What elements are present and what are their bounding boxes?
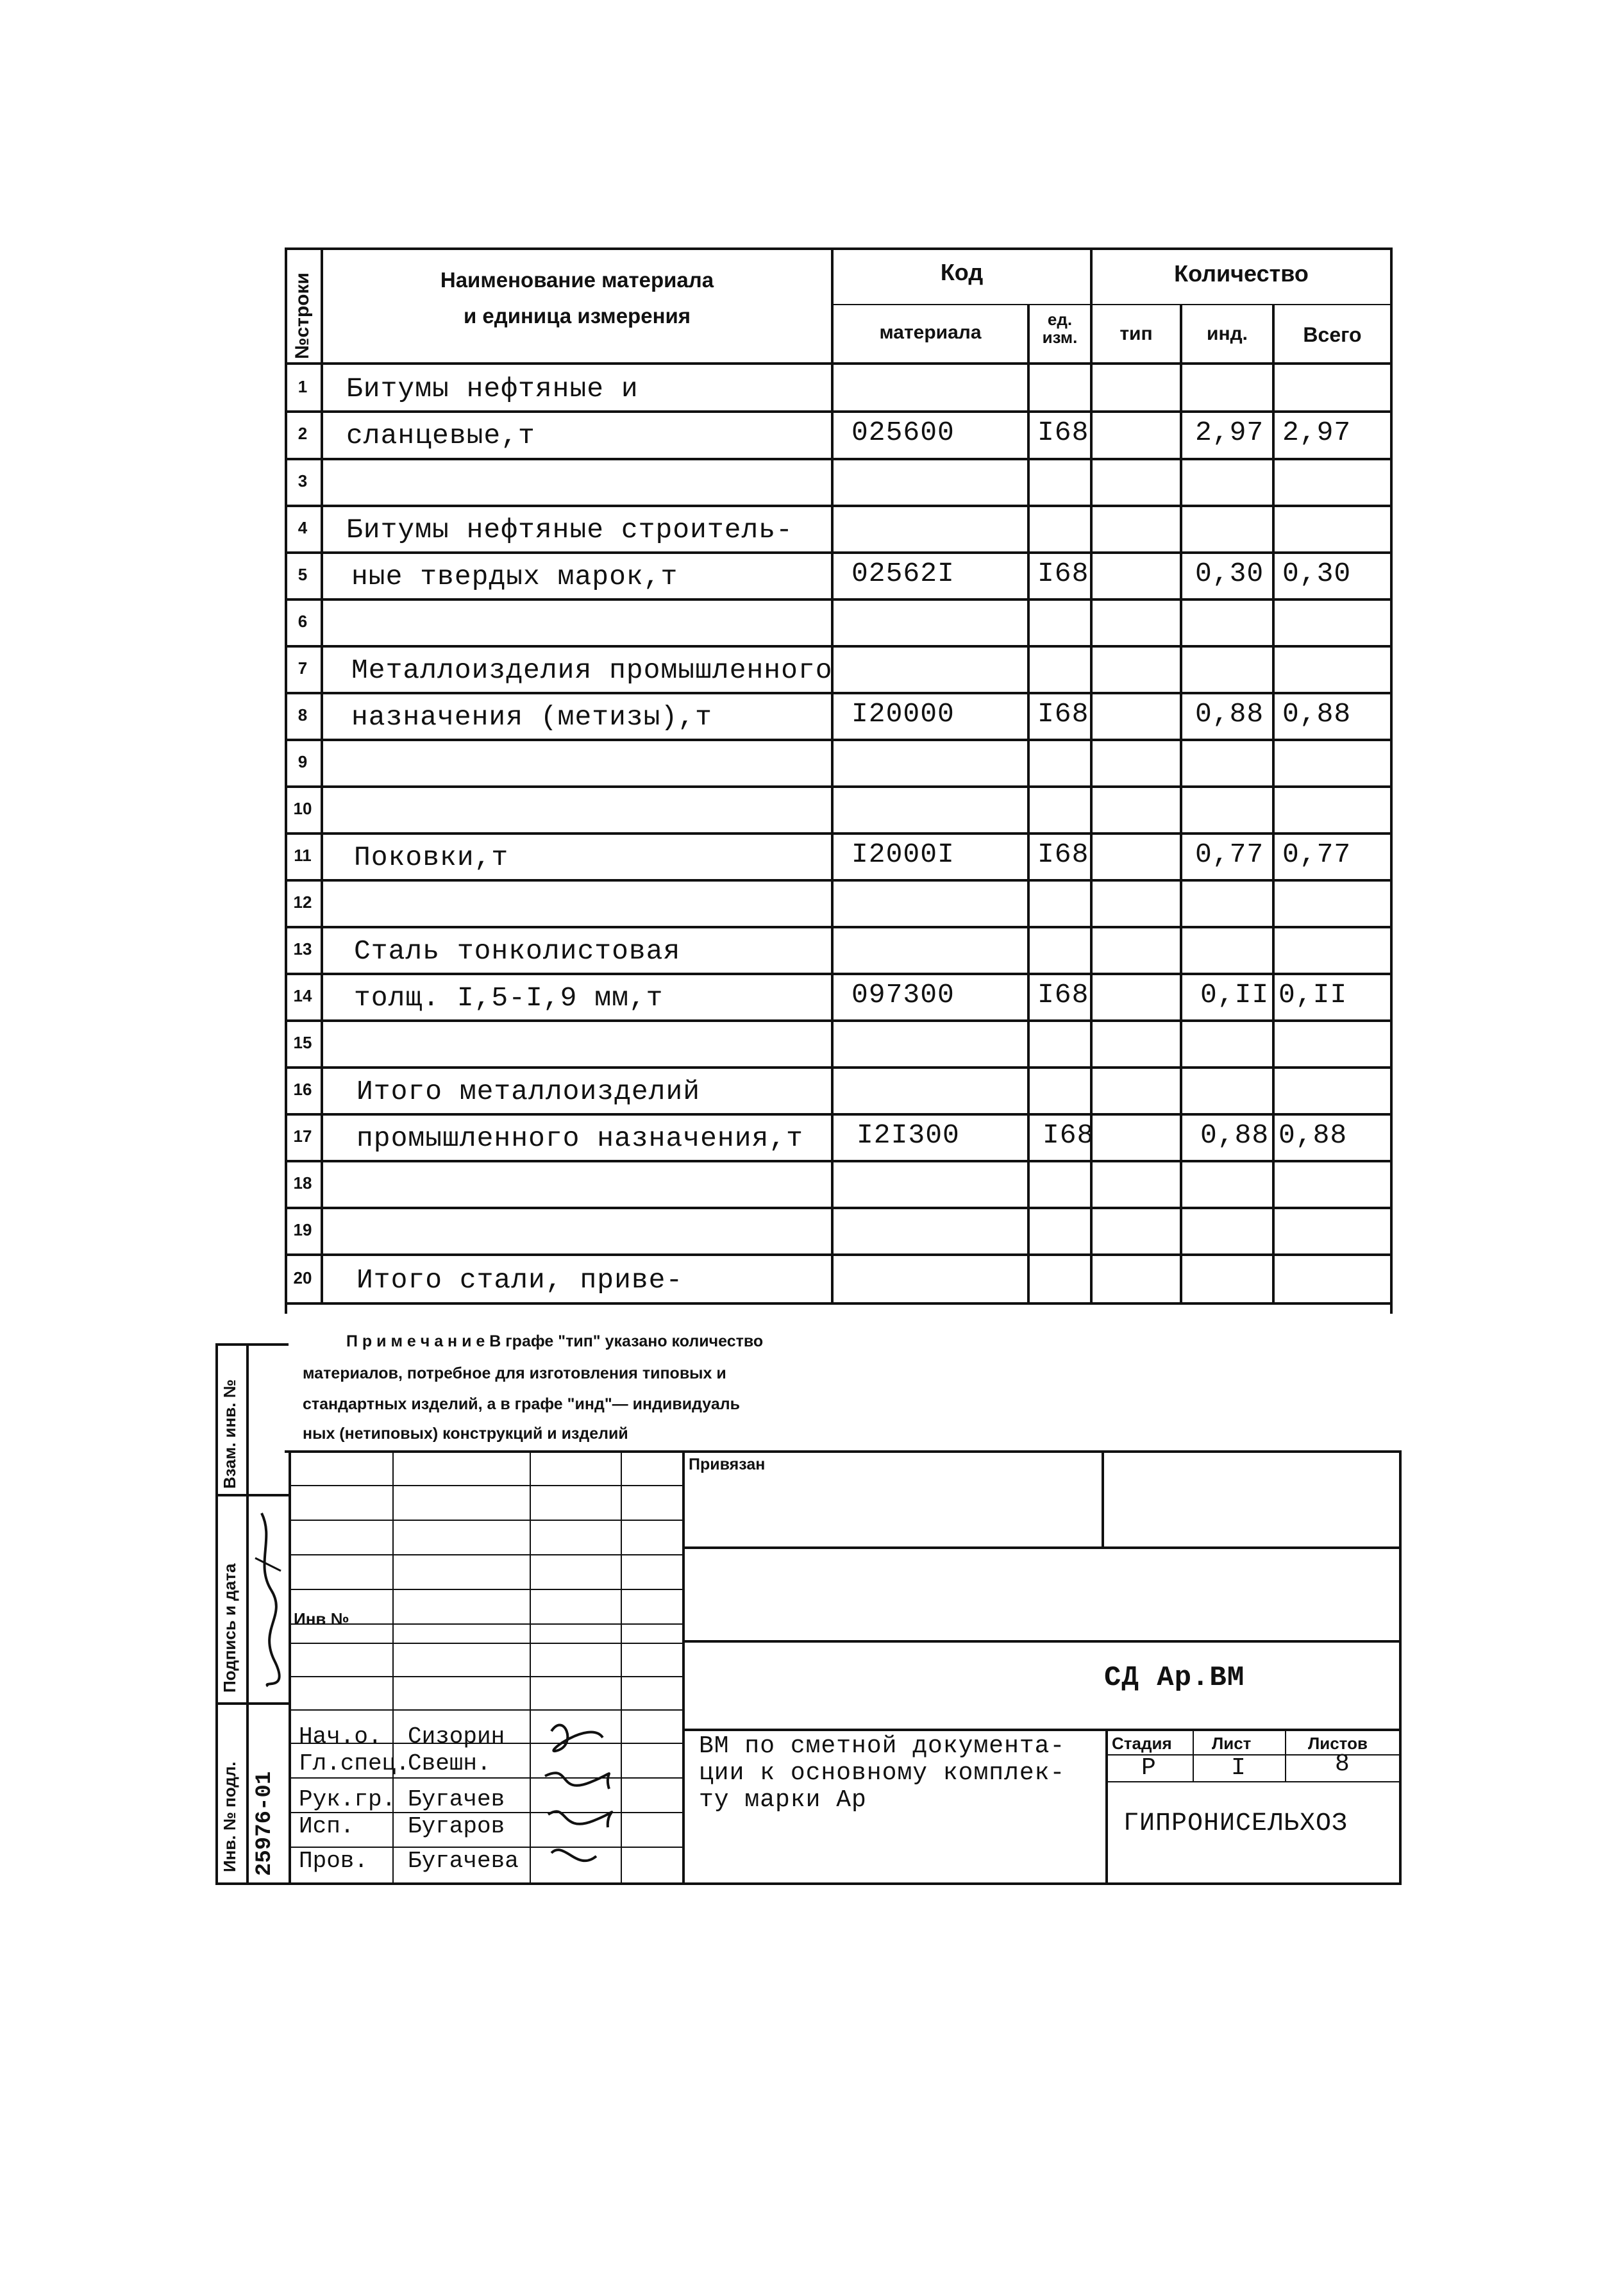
qty-total: 0,77 [1282, 839, 1352, 870]
col-divider-ind [1272, 304, 1275, 1305]
row-number: 11 [294, 846, 312, 865]
header-code-material: материала [879, 322, 982, 343]
unit-code: I68 [1037, 417, 1089, 448]
qty-ind: 0,77 [1195, 839, 1264, 870]
role-label: Рук.гр. [299, 1786, 396, 1813]
header-qty-type: тип [1119, 323, 1153, 344]
row-number: 4 [298, 518, 308, 537]
row-line [285, 645, 1393, 648]
header-qty-ind: инд. [1207, 323, 1248, 344]
title-line [1105, 1729, 1108, 1884]
material-name: Битумы нефтяные и [346, 373, 639, 405]
row-line [285, 551, 1393, 554]
row-number: 1 [298, 377, 308, 396]
sig-row-line [289, 1589, 683, 1590]
doc-description-line1: ВМ по сметной документа- [699, 1732, 1066, 1760]
material-name: сланцевые,т [346, 420, 535, 451]
sheets-label: Листов [1308, 1734, 1368, 1753]
material-name: ные твердых марок,т [351, 561, 678, 592]
material-code: I2000I [851, 839, 955, 870]
col-divider-rowno [321, 247, 323, 1305]
sheet-value: I [1231, 1754, 1246, 1782]
role-label: Пров. [299, 1848, 369, 1874]
note-line: П р и м е ч а н и е В графе "тип" указано количество [346, 1332, 764, 1350]
title-right-border [1399, 1450, 1402, 1885]
row-number: 10 [293, 799, 312, 818]
sig-row-line [289, 1554, 683, 1555]
row-number: 7 [298, 658, 308, 678]
person-name: Бугачева [408, 1848, 519, 1874]
header-code: Код [940, 259, 984, 285]
qty-total: 2,97 [1282, 417, 1352, 448]
row-number: 18 [293, 1173, 312, 1193]
header-row-number: №строки [292, 272, 313, 359]
row-number: 5 [298, 565, 308, 584]
header-split-line [831, 304, 1390, 305]
material-code: I2I300 [857, 1119, 960, 1151]
note-line: материалов, потребное для изготовления типовых и [303, 1364, 726, 1382]
header-bottom-line [285, 362, 1393, 365]
person-name: Бугачев [408, 1786, 505, 1813]
qty-ind: 0,88 [1200, 1119, 1270, 1151]
inv-podl-label: Инв. № подл. [220, 1761, 239, 1872]
material-name: Итого стали, приве- [356, 1264, 683, 1296]
row-line [285, 598, 1393, 601]
stage-label: Стадия [1112, 1734, 1172, 1753]
material-name: Итого металлоизделий [356, 1076, 701, 1107]
title-top-line [285, 1450, 1402, 1453]
material-code: 02562I [851, 558, 955, 589]
sheets-value: 8 [1335, 1750, 1350, 1778]
role-label: Гл.спец. [299, 1750, 410, 1777]
row-line [285, 1207, 1393, 1209]
vzam-inv-label: Взам. инв. № [220, 1379, 239, 1489]
row-number: 13 [293, 939, 312, 959]
unit-code: I68 [1043, 1119, 1094, 1151]
handwritten-inv-number: 25976-01 [253, 1771, 277, 1876]
row-line [285, 832, 1393, 835]
row-number: 12 [293, 892, 312, 912]
row-line [285, 1019, 1393, 1022]
row-number: 19 [293, 1220, 312, 1239]
doc-description-line3: ту марки Ар [699, 1786, 867, 1814]
row-line [285, 505, 1393, 507]
role-label: Нач.о. [299, 1723, 382, 1750]
row-line [285, 458, 1393, 460]
row-line [285, 1066, 1393, 1069]
row-line [285, 926, 1393, 928]
table-bottom-line [285, 1302, 1393, 1305]
note-line: стандартных изделий, а в графе "инд"— индивидуаль [303, 1395, 740, 1413]
col-divider-code [1027, 304, 1030, 1305]
stage-value: Р [1141, 1754, 1157, 1782]
side-stamp-line [215, 1494, 289, 1496]
row-line [285, 739, 1393, 741]
note-line: ных (нетиповых) конструкций и изделий [303, 1425, 628, 1443]
date-signature-scribble [249, 1500, 287, 1693]
unit-code: I68 [1037, 698, 1089, 730]
header-name-line2: и единица измерения [463, 304, 691, 328]
role-label: Исп. [299, 1813, 355, 1839]
row-line [285, 879, 1393, 882]
row-line [285, 1160, 1393, 1162]
sig-col-line [392, 1450, 394, 1884]
title-line [682, 1729, 1400, 1731]
person-name: Свешн. [408, 1750, 491, 1777]
document-code: СД Ар.ВМ [1104, 1662, 1245, 1694]
person-name: Бугаров [408, 1813, 505, 1839]
qty-ind: 0,II [1200, 979, 1270, 1010]
material-name: Сталь тонколистовая [354, 935, 681, 967]
col-divider-name [831, 247, 834, 1305]
privyazan-label: Привязан [689, 1455, 766, 1473]
row-number: 16 [293, 1080, 312, 1099]
unit-code: I68 [1037, 839, 1089, 870]
sig-row-line [289, 1777, 683, 1779]
table-top-border [285, 247, 1393, 250]
row-number: 14 [293, 986, 312, 1005]
qty-ind: 2,97 [1195, 417, 1264, 448]
material-code: 025600 [851, 417, 955, 448]
header-code-unit: ед. изм. [1042, 310, 1078, 347]
material-name: Битумы нефтяные строитель- [346, 514, 793, 546]
row-number: 9 [298, 752, 308, 771]
row-number: 17 [293, 1127, 312, 1146]
header-name-line1: Наименование материала [440, 268, 714, 292]
person-name: Сизорин [408, 1723, 505, 1750]
qty-total: 0,II [1278, 979, 1348, 1010]
unit-code: I68 [1037, 979, 1089, 1010]
row-line [285, 1253, 1393, 1256]
qty-ind: 0,88 [1195, 698, 1264, 730]
row-line [285, 1113, 1393, 1116]
organization-name: ГИПРОНИСЕЛЬХОЗ [1123, 1809, 1348, 1838]
title-line [1193, 1729, 1194, 1782]
doc-description-line2: ции к основному комплек- [699, 1759, 1066, 1787]
col-divider-type [1180, 304, 1182, 1305]
title-line [1285, 1729, 1286, 1782]
title-left-border [289, 1450, 291, 1885]
sheet-label: Лист [1212, 1734, 1252, 1753]
material-code: I20000 [851, 698, 955, 730]
sig-col-line [621, 1450, 622, 1884]
row-number: 6 [298, 612, 308, 631]
sig-row-line [289, 1520, 683, 1521]
header-quantity: Количество [1174, 260, 1309, 287]
row-number: 20 [293, 1268, 312, 1287]
qty-total: 0,88 [1278, 1119, 1348, 1151]
table-left-border [285, 247, 287, 1314]
inv-number-label: Инв № [294, 1609, 349, 1629]
signature-date-label: Подпись и дата [220, 1563, 239, 1693]
sig-row-line [289, 1643, 683, 1644]
material-name: назначения (метизы),т [351, 701, 712, 733]
qty-total: 0,88 [1282, 698, 1352, 730]
material-name: промышленного назначения,т [356, 1123, 803, 1154]
material-code: 097300 [851, 979, 955, 1010]
unit-code: I68 [1037, 558, 1089, 589]
title-line [1102, 1450, 1104, 1548]
sig-row-line [289, 1709, 683, 1711]
row-line [285, 785, 1393, 788]
row-number: 2 [298, 424, 308, 443]
sig-col-line [682, 1450, 685, 1884]
signatures-scribble [532, 1705, 619, 1882]
row-line [285, 973, 1393, 975]
qty-total: 0,30 [1282, 558, 1352, 589]
row-line [285, 692, 1393, 694]
side-stamp-top [215, 1343, 289, 1346]
row-number: 15 [293, 1033, 312, 1052]
title-line [682, 1546, 1400, 1549]
sig-row-line [289, 1676, 683, 1677]
row-number: 3 [298, 471, 308, 490]
header-qty-total: Всего [1303, 323, 1362, 346]
row-number: 8 [298, 705, 308, 725]
material-name: Металлоизделия промышленного [351, 655, 833, 686]
row-line [285, 410, 1393, 413]
material-name: толщ. I,5-I,9 мм,т [354, 982, 664, 1014]
sig-col-line [530, 1450, 531, 1884]
sig-row-line [289, 1485, 683, 1486]
qty-ind: 0,30 [1195, 558, 1264, 589]
table-right-border [1390, 247, 1393, 1314]
side-stamp-line [215, 1702, 289, 1705]
title-line [682, 1640, 1400, 1643]
material-name: Поковки,т [354, 842, 509, 873]
side-stamp-left-border [215, 1343, 218, 1885]
